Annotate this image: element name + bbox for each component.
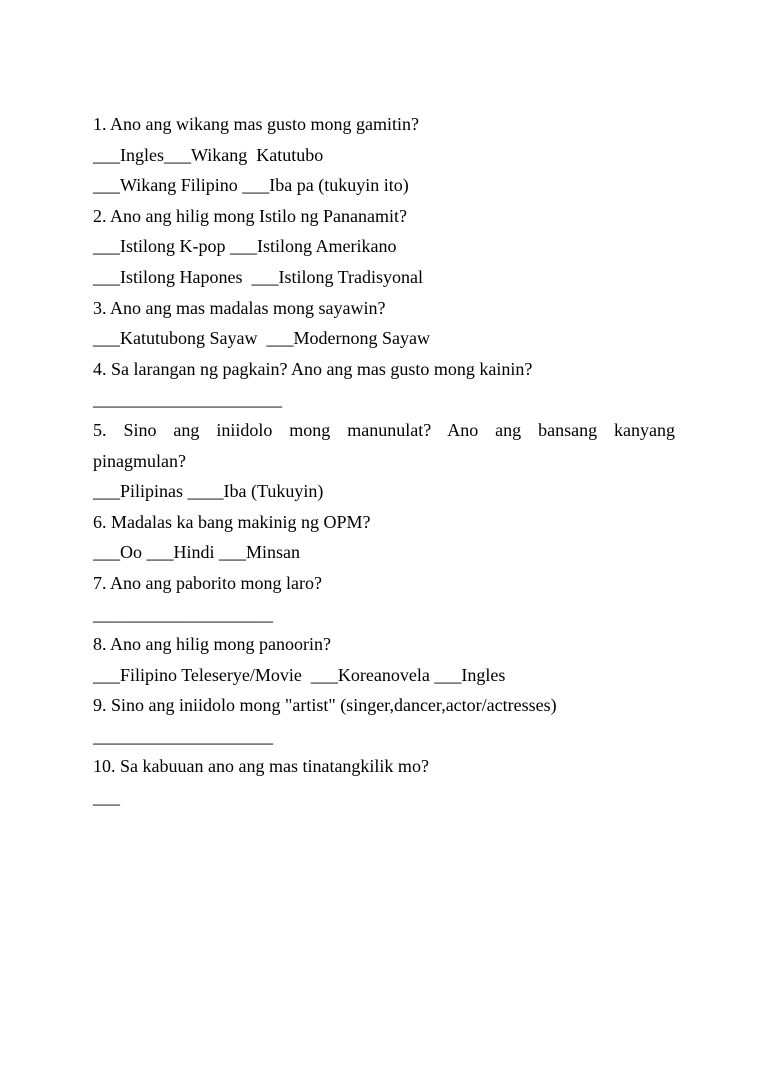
question-9-answer-blank: ____________________ (93, 725, 273, 746)
survey-questions (93, 109, 675, 813)
question-5-options: ___Pilipinas ____Iba (Tukuyin) (93, 481, 324, 502)
question-1: 1. Ano ang wikang mas gusto mong gamitin? (93, 114, 419, 134)
question-9: 9. Sino ang iniidolo mong "artist" (singer,dancer,actor/actresses) (93, 695, 557, 716)
question-10-answer-blank: ___ (93, 787, 120, 808)
question-2-options-b: ___Istilong Hapones ___Istilong Tradisyonal (93, 266, 424, 287)
question-5: 5. Sino ang iniidolo mong manunulat? Ano ang bansang kanyang (93, 419, 675, 440)
question-2: 2. Ano ang hilig mong Istilo ng Pananamit? (93, 205, 407, 226)
question-6-options: ___Oo ___Hindi ___Minsan (93, 542, 300, 563)
question-8: 8. Ano ang hilig mong panoorin? (93, 634, 331, 655)
question-2-options-a: ___Istilong K-pop ___Istilong Amerikano (93, 236, 397, 257)
question-5-continued: pinagmulan? (93, 450, 186, 471)
question-4-answer-blank: _____________________ (93, 389, 282, 410)
question-7: 7. Ano ang paborito mong laro? (93, 572, 322, 593)
question-3: 3. Ano ang mas madalas mong sayawin? (93, 297, 386, 318)
question-1-options-a: ___Ingles___Wikang Katutubo (93, 144, 324, 165)
question-8-options: ___Filipino Teleserye/Movie ___Koreanovela ___Ingles (93, 664, 506, 685)
question-10: 10. Sa kabuuan ano ang mas tinatangkilik mo? (93, 756, 429, 777)
question-7-answer-blank: ____________________ (93, 603, 273, 624)
question-6: 6. Madalas ka bang makinig ng OPM? (93, 511, 371, 532)
question-4: 4. Sa larangan ng pagkain? Ano ang mas gusto mong kainin? (93, 358, 533, 379)
question-1-options-b: ___Wikang Filipino ___Iba pa (tukuyin ito) (93, 175, 409, 196)
question-3-options: ___Katutubong Sayaw ___Modernong Sayaw (93, 328, 430, 349)
